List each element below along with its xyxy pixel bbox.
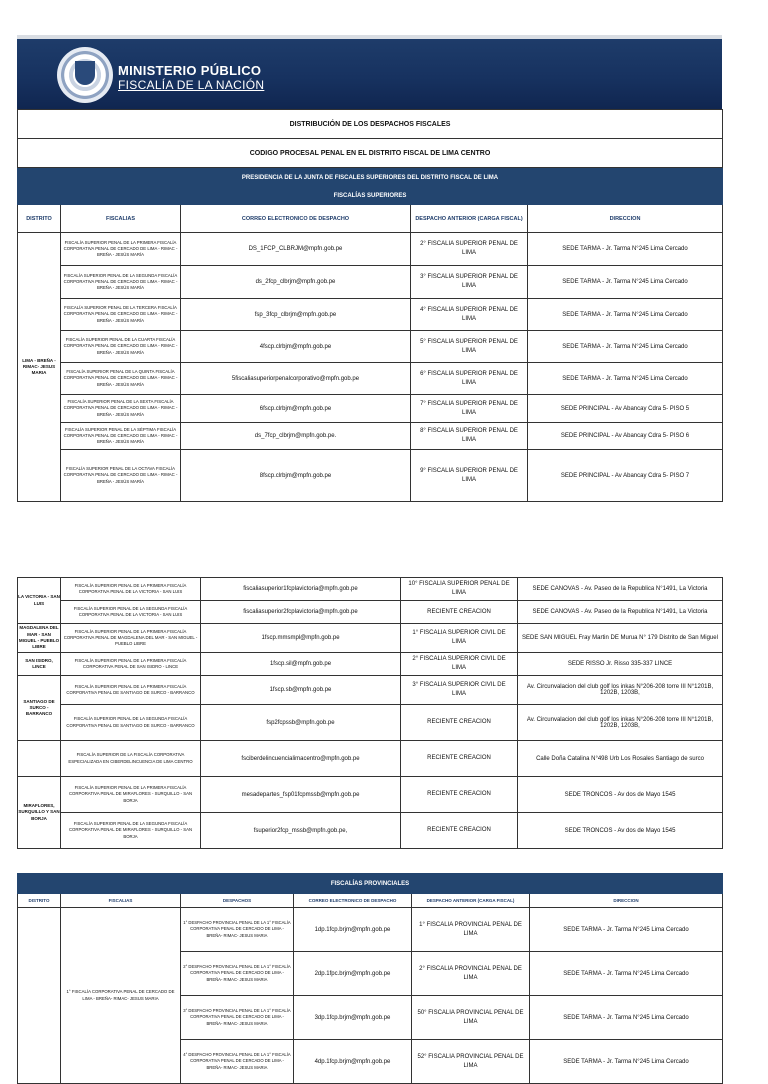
despacho-cell: 9° FISCALIA SUPERIOR PENAL DE LIMA — [411, 450, 528, 502]
distrito-cell — [18, 908, 61, 1084]
despacho-cell: RECIENTE CREACION — [401, 813, 518, 849]
col-despacho-anterior: DESPACHO ANTERIOR (CARGA FISCAL) — [412, 894, 530, 908]
correo-cell: 5fiscaliasuperiorpenalcorporativo@mpfn.gob.pe — [181, 363, 411, 395]
despacho-cell: 4° FISCALIA SUPERIOR PENAL DE LIMA — [411, 299, 528, 331]
fiscalia-cell: FISCALÍA SUPERIOR DE LA FISCALÍA CORPORATIVA ESPECIALIZADA EN CIBERDELINCUENCIA DE LIMA CENTRO — [61, 741, 201, 777]
direccion-cell: SEDE CANOVAS - Av. Paseo de la Republica N°1491, La Victoria — [518, 601, 723, 624]
direccion-cell: SEDE TRONCOS - Av dos de Mayo 1545 — [518, 813, 723, 849]
table-row — [18, 653, 723, 676]
correo-cell: fsciberdelincuencialimacentro@mpfn.gob.pe — [201, 741, 401, 777]
table-row — [18, 266, 723, 299]
col-direccion: DIRECCION — [530, 894, 723, 908]
distrito-cell: SANTIAGO DE SURCO - BARRANCO — [18, 676, 61, 741]
table-row — [18, 705, 723, 741]
table-row — [18, 741, 723, 777]
despacho-anterior-cell: 50° FISCALIA PROVINCIAL PENAL DE LIMA — [412, 996, 530, 1040]
col-despacho-anterior: DESPACHO ANTERIOR (CARGA FISCAL) — [411, 205, 528, 233]
despacho-cell: RECIENTE CREACION — [401, 741, 518, 777]
despacho-cell: 2° DESPACHO PROVINCIAL PENAL DE LA 1° FISCALÍA CORPORATIVA PENAL DE CERCADO DE LIMA - BREÑA- RIMAC- JESUS MARIA — [181, 952, 294, 996]
superiores-table — [17, 109, 723, 502]
distribucion-title: DISTRIBUCIÓN DE LOS DESPACHOS FISCALES — [18, 110, 723, 139]
table-row — [18, 423, 723, 450]
despacho-cell: 10° FISCALIA SUPERIOR PENAL DE LIMA — [401, 578, 518, 601]
direccion-cell: SEDE TARMA - Jr. Tarma N°245 Lima Cercado — [530, 952, 723, 996]
despacho-anterior-cell: 1° FISCALIA PROVINCIAL PENAL DE LIMA — [412, 908, 530, 952]
distrito-cell: LIMA - BREÑA - RIMAC- JESUS MARIA — [18, 233, 61, 502]
fiscalia-cell: 1° FISCALÍA CORPORATIVA PENAL DE CERCADO DE LIMA - BREÑA- RIMAC- JESUS MARIA — [61, 908, 181, 1084]
col-distrito: DISTRITO — [18, 894, 61, 908]
fiscalia-cell: FISCALÍA SUPERIOR PENAL DE LA CUARTA FISCALÍA CORPORATIVA PENAL DE CERCADO DE LIMA - RIMAC - BREÑA - JESÚS MARÍA — [61, 331, 181, 363]
direccion-cell: SEDE CANOVAS - Av. Paseo de la Republica N°1491, La Victoria — [518, 578, 723, 601]
fiscalia-cell: FISCALÍA SUPERIOR PENAL DE LA PRIMERA FISCALÍA CORPORATIVA PENAL DE MIRAFLORES - SURQUILLO - SAN BORJA — [61, 777, 201, 813]
despacho-cell: 4° DESPACHO PROVINCIAL PENAL DE LA 1° FISCALÍA CORPORATIVA PENAL DE CERCADO DE LIMA - BREÑA- RIMAC- JESUS MARIA — [181, 1040, 294, 1084]
table-row — [18, 777, 723, 813]
correo-cell: fiscaliasuperior2fcplavictoria@mpfn.gob.pe — [201, 601, 401, 624]
correo-cell: mesadepartes_fsp01fcpmssb@mpfn.gob.pe — [201, 777, 401, 813]
table-row — [18, 908, 723, 952]
table-row — [18, 331, 723, 363]
provinciales-table — [17, 873, 723, 1084]
direccion-cell: SEDE SAN MIGUEL Fray Martin DE Murua N° 179 Distrito de San Miguel — [518, 624, 723, 653]
correo-cell: fiscaliasuperior1fcplavictoria@mpfn.gob.pe — [201, 578, 401, 601]
fiscalia-cell: FISCALÍA SUPERIOR PENAL DE LA PRIMERA FISCALÍA CORPORATIVA PENAL DE CERCADO DE LIMA - RIMAC - BREÑA - JESÚS MARÍA — [61, 233, 181, 266]
despacho-cell: RECIENTE CREACION — [401, 705, 518, 741]
document-page-1 — [17, 35, 722, 501]
col-distrito: DISTRITO — [18, 205, 61, 233]
col-fiscalias: FISCALIAS — [61, 205, 181, 233]
despacho-anterior-cell: 52° FISCALIA PROVINCIAL PENAL DE LIMA — [412, 1040, 530, 1084]
col-fiscalias: FISCALIAS — [61, 894, 181, 908]
correo-cell: 1fscp.sb@mpfn.gob.pe — [201, 676, 401, 705]
presidencia-header: PRESIDENCIA DE LA JUNTA DE FISCALES SUPERIORES DEL DISTRITO FISCAL DE LIMA — [18, 168, 723, 188]
despacho-cell: RECIENTE CREACION — [401, 777, 518, 813]
direccion-cell: SEDE TARMA - Jr. Tarma N°245 Lima Cercado — [528, 363, 723, 395]
direccion-cell: SEDE PRINCIPAL - Av Abancay Cdra 5- PISO 6 — [528, 423, 723, 450]
despacho-cell: RECIENTE CREACION — [401, 601, 518, 624]
table-row — [18, 395, 723, 423]
fiscalia-cell: FISCALÍA SUPERIOR PENAL DE LA PRIMERA FISCALÍA CORPORATIVA PENAL DE SAN ISIDRO - LINCE — [61, 653, 201, 676]
direccion-cell: SEDE RISSO Jr. Risso 335-337 LINCE — [518, 653, 723, 676]
direccion-cell: SEDE PRINCIPAL - Av Abancay Cdra 5- PISO 7 — [528, 450, 723, 502]
distrito-cell — [18, 741, 61, 777]
despacho-cell: 1° FISCALIA SUPERIOR CIVIL DE LIMA — [401, 624, 518, 653]
despacho-cell: 5° FISCALIA SUPERIOR PENAL DE LIMA — [411, 331, 528, 363]
table-row — [18, 578, 723, 601]
direccion-cell: SEDE TARMA - Jr. Tarma N°245 Lima Cercado — [528, 266, 723, 299]
distrito-cell: LA VICTORIA - SAN LUIS — [18, 578, 61, 624]
ministerio-seal-icon — [57, 47, 113, 103]
table-row — [18, 624, 723, 653]
col-correo: CORREO ELECTRONICO DE DESPACHO — [294, 894, 412, 908]
correo-cell: ds_7fcp_clbrjm@mpfn.gob.pe. — [181, 423, 411, 450]
direccion-cell: SEDE TARMA - Jr. Tarma N°245 Lima Cercado — [530, 1040, 723, 1084]
col-correo: CORREO ELECTRONICO DE DESPACHO — [181, 205, 411, 233]
distrito-cell: MIRAFLORES, SURQUILLO Y SAN BORJA — [18, 777, 61, 849]
fiscalia-cell: FISCALÍA SUPERIOR PENAL DE LA OCTAVA FISCALÍA CORPORATIVA PENAL DE CERCADO DE LIMA - RIMAC - BREÑA - JESÚS MARÍA — [61, 450, 181, 502]
direccion-cell: Calle Doña Catalina N°498 Urb Los Rosales Santiago de surco — [518, 741, 723, 777]
col-despachos: DESPACHOS — [181, 894, 294, 908]
fiscalia-cell: FISCALÍA SUPERIOR PENAL DE LA SEGUNDA FISCALÍA CORPORATIVA PENAL DE CERCADO DE LIMA - RIMAC - BREÑA - JESÚS MARÍA — [61, 266, 181, 299]
despacho-cell: 8° FISCALIA SUPERIOR PENAL DE LIMA — [411, 423, 528, 450]
despacho-cell: 1° DESPACHO PROVINCIAL PENAL DE LA 1° FISCALÍA CORPORATIVA PENAL DE CERCADO DE LIMA - BREÑA- RIMAC- JESUS MARIA — [181, 908, 294, 952]
direccion-cell: SEDE TARMA - Jr. Tarma N°245 Lima Cercado — [528, 331, 723, 363]
direccion-cell: SEDE TRONCOS - Av dos de Mayo 1545 — [518, 777, 723, 813]
direccion-cell: Av. Circunvalacion del club golf los inkas N°206-208 torre III N°1201B, 1202B, 1203B, — [518, 676, 723, 705]
direccion-cell: Av. Circunvalacion del club golf los inkas N°206-208 torre III N°1201B, 1202B, 1203B, — [518, 705, 723, 741]
fiscalia-cell: FISCALÍA SUPERIOR PENAL DE LA PRIMERA FISCALÍA CORPORATIVA PENAL DE SANTIAGO DE SURCO - BARRANCO — [61, 676, 201, 705]
correo-cell: 8fscp.clrbjm@mpfn.gob.pe — [181, 450, 411, 502]
fiscalia-cell: FISCALÍA SUPERIOR PENAL DE LA SÉPTIMA FISCALÍA CORPORATIVA PENAL DE CERCADO DE LIMA - RIMAC - BREÑA - JESÚS MARÍA — [61, 423, 181, 450]
correo-cell: ds_2fcp_clbrjm@mpfn.gob.pe — [181, 266, 411, 299]
fiscalia-cell: FISCALÍA SUPERIOR PENAL DE LA SEGUNDA FISCALÍA CORPORATIVA PENAL DE SANTIAGO DE SURCO - BARRANCO — [61, 705, 201, 741]
correo-cell: fsp_3fcp_clbrjm@mpfn.gob.pe — [181, 299, 411, 331]
distrito-cell: SAN ISIDRO, LINCE — [18, 653, 61, 676]
despacho-cell: 2° FISCALIA SUPERIOR PENAL DE LIMA — [411, 233, 528, 266]
correo-cell: 4fscp.clrbjm@mpfn.gob.pe — [181, 331, 411, 363]
direccion-cell: SEDE TARMA - Jr. Tarma N°245 Lima Cercado — [528, 299, 723, 331]
table-row — [18, 813, 723, 849]
correo-cell: fsp2fcpssb@mpfn.gob.pe — [201, 705, 401, 741]
distrito-cell: MAGDALENA DEL MAR - SAN MIGUEL - PUEBLO LIBRE — [18, 624, 61, 653]
despacho-cell: 3° FISCALIA SUPERIOR PENAL DE LIMA — [411, 266, 528, 299]
table-row — [18, 601, 723, 624]
despacho-cell: 7° FISCALIA SUPERIOR PENAL DE LIMA — [411, 395, 528, 423]
correo-cell: 1fscp.sil@mpfn.gob.pe — [201, 653, 401, 676]
table-row — [18, 233, 723, 266]
superiores-header: FISCALÍAS SUPERIORES — [18, 188, 723, 205]
correo-cell: 1fscp.mmsmpl@mpfn.gob.pe — [201, 624, 401, 653]
direccion-cell: SEDE PRINCIPAL - Av Abancay Cdra 5- PISO 5 — [528, 395, 723, 423]
codigo-title: CODIGO PROCESAL PENAL EN EL DISTRITO FISCAL DE LIMA CENTRO — [18, 139, 723, 168]
correo-cell: 3dp.1fcp.brjm@mpfn.gob.pe — [294, 996, 412, 1040]
despacho-anterior-cell: 2° FISCALIA PROVINCIAL PENAL DE LIMA — [412, 952, 530, 996]
fiscalia-cell: FISCALÍA SUPERIOR PENAL DE LA PRIMERA FISCALÍA CORPORATIVA PENAL DE MAGDALENA DEL MAR - SAN MIGUEL - PUEBLO LIBRE — [61, 624, 201, 653]
fiscalia-cell: FISCALÍA SUPERIOR PENAL DE LA QUINTA FISCALÍA CORPORATIVA PENAL DE CERCADO DE LIMA - RIMAC - BREÑA - JESÚS MARÍA — [61, 363, 181, 395]
fiscalia-cell: FISCALÍA SUPERIOR PENAL DE LA SEGUNDA FISCALÍA CORPORATIVA PENAL DE MIRAFLORES - SURQUILLO - SAN BORJA — [61, 813, 201, 849]
despacho-cell: 3° DESPACHO PROVINCIAL PENAL DE LA 1° FISCALÍA CORPORATIVA PENAL DE CERCADO DE LIMA - BREÑA- RIMAC- JESUS MARIA — [181, 996, 294, 1040]
table-row — [18, 676, 723, 705]
correo-cell: 1dp.1fcp.brjm@mpfn.gob.pe — [294, 908, 412, 952]
despacho-cell: 6° FISCALIA SUPERIOR PENAL DE LIMA — [411, 363, 528, 395]
despacho-cell: 3° FISCALIA SUPERIOR CIVIL DE LIMA — [401, 676, 518, 705]
correo-cell: 6fscp.clrbjm@mpfn.gob.pe — [181, 395, 411, 423]
despacho-cell: 2° FISCALIA SUPERIOR CIVIL DE LIMA — [401, 653, 518, 676]
superiores-table-continued — [17, 577, 723, 849]
fiscalia-cell: FISCALÍA SUPERIOR PENAL DE LA SEXTA FISCALÍA CORPORATIVA PENAL DE CERCADO DE LIMA - RIMAC - BREÑA - JESÚS MARÍA — [61, 395, 181, 423]
fiscalia-cell: FISCALÍA SUPERIOR PENAL DE LA SEGUNDA FISCALÍA CORPORATIVA PENAL DE LA VICTORIA - SAN LUIS — [61, 601, 201, 624]
ministerio-banner — [17, 39, 722, 109]
table-row — [18, 450, 723, 502]
direccion-cell: SEDE TARMA - Jr. Tarma N°245 Lima Cercado — [530, 996, 723, 1040]
fiscalia-cell: FISCALÍA SUPERIOR PENAL DE LA PRIMERA FISCALÍA CORPORATIVA PENAL DE LA VICTORIA - SAN LUIS — [61, 578, 201, 601]
correo-cell: 4dp.1fcp.brjm@mpfn.gob.pe — [294, 1040, 412, 1084]
direccion-cell: SEDE TARMA - Jr. Tarma N°245 Lima Cercado — [528, 233, 723, 266]
ministerio-title: MINISTERIO PÚBLICO — [118, 63, 262, 78]
correo-cell: DS_1FCP_CLBRJM@mpfn.gob.pe — [181, 233, 411, 266]
table-row — [18, 299, 723, 331]
correo-cell: 2dp.1fpc.brjm@mpfn.gob.pe — [294, 952, 412, 996]
provinciales-header: FISCALÍAS PROVINCIALES — [18, 874, 723, 894]
ministerio-subtitle: FISCALÍA DE LA NACIÓN — [118, 78, 265, 92]
direccion-cell: SEDE TARMA - Jr. Tarma N°245 Lima Cercado — [530, 908, 723, 952]
table-row — [18, 363, 723, 395]
col-direccion: DIRECCION — [528, 205, 723, 233]
fiscalia-cell: FISCALÍA SUPERIOR PENAL DE LA TERCERA FISCALÍA CORPORATIVA PENAL DE CERCADO DE LIMA - RIMAC - BREÑA - JESÚS MARÍA — [61, 299, 181, 331]
correo-cell: fsuperior2fcp_mssb@mpfn.gob.pe, — [201, 813, 401, 849]
